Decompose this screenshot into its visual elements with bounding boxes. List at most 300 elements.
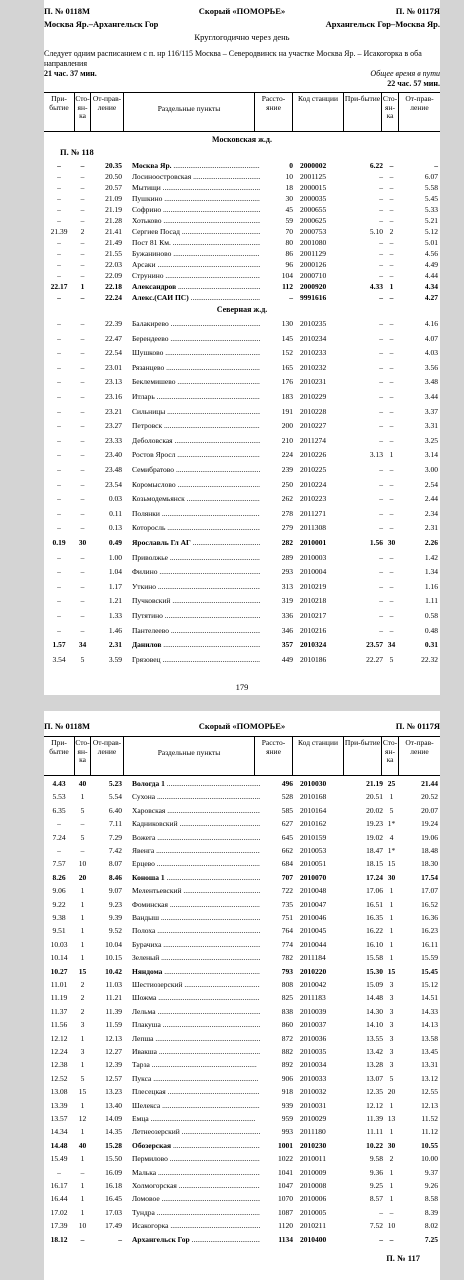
- cell-arrival-2: –: [379, 249, 383, 258]
- cell-departure: 1.17: [108, 581, 122, 591]
- cell-station: Рязанцево .....: [132, 362, 260, 373]
- cell-code: 2010228: [300, 406, 327, 416]
- cell-arrival: 7.24: [52, 832, 66, 842]
- cell-code: 2010032: [300, 1087, 327, 1097]
- cell-arrival: –: [57, 846, 61, 855]
- col-distance: Рассто-яние: [261, 94, 286, 112]
- cell-arrival: 10.27: [50, 966, 68, 976]
- cell-arrival-2: –: [379, 494, 383, 504]
- cell-arrival: 11.19: [50, 993, 68, 1003]
- cell-departure: 14.09: [105, 1114, 122, 1123]
- cell-departure: –: [118, 1234, 122, 1244]
- cell-departure-2: 1.42: [424, 552, 438, 562]
- cell-arrival-2: –: [379, 611, 383, 620]
- cell-distance: 838: [281, 1006, 293, 1016]
- cell-stop-2: –: [389, 377, 394, 387]
- cell-stop-2: –: [389, 271, 394, 280]
- table-row: [44, 1140, 440, 1151]
- table-row: [44, 966, 440, 977]
- cell-stop: 3: [80, 1020, 85, 1030]
- cell-arrival-2: –: [379, 183, 383, 192]
- cell-code: 2000710: [300, 271, 327, 280]
- col-stop: Сто-ян-ка: [75, 94, 90, 120]
- cell-distance: 191: [281, 406, 293, 416]
- cell-code: 2010046: [300, 913, 327, 922]
- cell-departure-2: 13.12: [421, 1073, 438, 1083]
- cell-stop: –: [80, 377, 85, 387]
- cell-distance: 152: [281, 348, 293, 358]
- table-row: [44, 391, 440, 402]
- cell-station: Вологда 1 .....: [132, 778, 260, 789]
- cell-station: Москва Яр. .....: [132, 160, 260, 171]
- cell-station: Тундра .....: [132, 1207, 260, 1218]
- cell-stop: –: [80, 450, 85, 460]
- cell-stop-2: –: [389, 465, 394, 474]
- cell-arrival-2: 7.52: [369, 1221, 383, 1231]
- cell-departure: 11.39: [105, 1006, 122, 1016]
- cell-station: Явенга .....: [132, 845, 260, 856]
- col-arrival: При-бытие: [49, 738, 69, 756]
- cell-stop-2: –: [389, 238, 394, 247]
- cell-code: 2011184: [300, 953, 326, 963]
- cell-code: 2010042: [300, 980, 327, 989]
- cell-code: 2010400: [300, 1234, 327, 1244]
- cell-distance: 1001: [278, 1140, 293, 1150]
- cell-station: Александров .....: [132, 281, 260, 292]
- cell-arrival: –: [57, 552, 61, 562]
- table-row: [44, 347, 440, 358]
- cell-stop: 5: [80, 832, 85, 842]
- cell-code: 2010035: [300, 1047, 327, 1056]
- cell-station: Шожма .....: [132, 992, 260, 1003]
- table-row: [44, 1033, 440, 1044]
- table-row: [44, 791, 440, 802]
- table-row: [44, 979, 440, 990]
- cell-code: 2010070: [300, 872, 327, 882]
- cell-distance: 793: [281, 966, 293, 976]
- cell-stop-2: 1*: [387, 846, 396, 855]
- cell-departure-2: 1.34: [424, 567, 438, 577]
- cell-stop-2: –: [389, 552, 394, 562]
- cell-station: Струнино .....: [132, 270, 260, 281]
- cell-departure: 1.33: [108, 611, 122, 620]
- cell-arrival-2: 14.48: [366, 993, 383, 1003]
- table-row: [44, 522, 440, 533]
- cell-departure-2: 8.39: [424, 1207, 438, 1217]
- cell-code: 2010227: [300, 421, 327, 431]
- cell-stop: –: [80, 625, 85, 635]
- cell-distance: 165: [281, 362, 293, 372]
- cell-distance: 1041: [278, 1167, 293, 1177]
- cell-stop: 2: [80, 980, 85, 989]
- col-code: Код станции: [298, 738, 338, 747]
- cell-stop: –: [80, 216, 85, 225]
- cell-station: Лосиноостровская .....: [132, 171, 260, 182]
- cell-arrival: 5.53: [52, 792, 66, 802]
- cell-departure: 23.01: [105, 362, 122, 372]
- table-row: [44, 160, 440, 171]
- cell-station: Коромыслово .....: [132, 479, 260, 490]
- cell-stop-2: 20: [387, 1087, 396, 1097]
- cell-stop-2: 2: [389, 227, 394, 236]
- table-row: [44, 193, 440, 204]
- cell-distance: 1022: [278, 1154, 293, 1164]
- cell-station: Лельма .....: [132, 1006, 260, 1017]
- table-row: [44, 1100, 440, 1111]
- table-row: [44, 270, 440, 281]
- cell-distance: 145: [281, 333, 293, 343]
- route-left: Москва Яр.–Архангельск Гор: [44, 19, 159, 29]
- cell-code: 2000002: [300, 161, 327, 170]
- cell-departure-2: 2.34: [424, 508, 438, 518]
- page-number: 179: [235, 682, 249, 692]
- table-row: [44, 318, 440, 329]
- cell-stop-2: –: [389, 260, 394, 269]
- cell-arrival-2: –: [379, 508, 383, 518]
- cell-arrival: –: [57, 625, 61, 635]
- cell-stop: 34: [78, 640, 87, 650]
- cell-stop-2: 30: [387, 1140, 396, 1150]
- cell-code: 2010186: [300, 654, 327, 664]
- train-right: П. № 0117Я: [395, 6, 440, 16]
- cell-code: 2010164: [300, 805, 327, 815]
- cell-distance: 707: [281, 872, 293, 882]
- table-row: [44, 566, 440, 577]
- section-north: Северная ж.д.: [216, 305, 268, 314]
- cell-stop-2: 1: [389, 1181, 394, 1190]
- cell-code: 2010048: [300, 886, 327, 896]
- cell-code: 2000035: [300, 194, 327, 203]
- cell-arrival-2: 3.13: [369, 450, 383, 460]
- cell-arrival-2: 1.56: [369, 538, 383, 547]
- cell-stop: –: [80, 172, 85, 181]
- cell-departure: 23.13: [105, 377, 122, 387]
- cell-station: Зеленый .....: [132, 952, 260, 963]
- cell-station: Мытищи .....: [132, 182, 260, 193]
- cell-departure-2: 1.11: [425, 596, 438, 606]
- cell-departure-2: 21.44: [421, 779, 438, 788]
- cell-departure-2: 13.31: [421, 1060, 438, 1070]
- cell-arrival: –: [57, 293, 61, 302]
- table-row: [44, 420, 440, 431]
- cell-arrival: –: [57, 260, 61, 269]
- cell-code: 2010005: [300, 1207, 327, 1217]
- cell-station: Ломовое .....: [132, 1193, 260, 1204]
- cell-departure: 10.04: [105, 939, 122, 949]
- cell-distance: 939: [281, 1100, 293, 1110]
- page-header-2: [44, 721, 440, 732]
- table-row: [44, 832, 440, 843]
- cell-station: Филино .....: [132, 566, 260, 577]
- cell-arrival: 13.39: [50, 1100, 68, 1110]
- cell-stop-2: 1: [389, 913, 394, 922]
- route-header: [44, 19, 440, 30]
- cell-stop: 5: [80, 654, 85, 664]
- cell-station: Тарза .....: [132, 1059, 260, 1070]
- cell-stop: –: [80, 819, 85, 829]
- cell-departure: 15.50: [105, 1154, 122, 1164]
- cell-station: Шелекса .....: [132, 1100, 260, 1111]
- cell-stop-2: 30: [387, 872, 396, 882]
- cell-station: Петровск .....: [132, 420, 260, 431]
- cell-code: 2010224: [300, 479, 327, 489]
- cell-arrival-2: 18.47: [366, 846, 383, 855]
- cell-departure-2: –: [434, 161, 438, 170]
- cell-arrival: –: [57, 494, 61, 504]
- cell-departure-2: 6.07: [424, 172, 438, 181]
- table-row: [44, 215, 440, 226]
- cell-code: 2010324: [300, 640, 327, 650]
- cell-arrival: –: [57, 421, 61, 431]
- cell-code: 2011274: [300, 435, 326, 445]
- cell-code: 9991616: [300, 293, 327, 302]
- cell-arrival-2: 13.07: [366, 1073, 383, 1083]
- cell-arrival: 6.35: [52, 805, 66, 815]
- cell-departure-2: 0.31: [424, 640, 438, 650]
- cell-arrival: 11.37: [50, 1006, 68, 1016]
- cell-departure: 8.07: [108, 859, 122, 869]
- cell-station: Приволжье .....: [132, 552, 260, 563]
- cell-arrival: –: [57, 596, 61, 606]
- cell-stop-2: –: [389, 611, 394, 620]
- cell-code: 2010009: [300, 1167, 327, 1177]
- cell-arrival-2: –: [379, 1234, 383, 1244]
- cell-departure: 9.39: [108, 913, 122, 922]
- col-distance: Рассто-яние: [261, 738, 286, 756]
- cell-arrival: –: [57, 348, 61, 358]
- cell-arrival: –: [57, 319, 61, 328]
- cell-departure: 0.13: [108, 523, 122, 533]
- cell-stop-2: 1*: [387, 819, 396, 829]
- table-row: [44, 1006, 440, 1017]
- cell-departure-2: 19.24: [421, 819, 438, 829]
- cell-code: 2001125: [300, 172, 326, 181]
- travel-time-right: 22 час. 57 мин.: [387, 79, 440, 88]
- cell-station: Архангельск Гор .....: [132, 1234, 260, 1245]
- cell-departure-2: 3.31: [424, 421, 438, 431]
- cell-stop-2: –: [389, 625, 394, 635]
- cell-arrival-2: 17.24: [366, 872, 383, 882]
- cell-departure-2: 3.14: [424, 450, 438, 460]
- cell-distance: 130: [281, 319, 293, 328]
- cell-station: Фоминская .....: [132, 899, 260, 910]
- cell-stop: –: [80, 479, 85, 489]
- cell-arrival: 15.49: [50, 1154, 68, 1164]
- cell-departure-2: 5.21: [424, 216, 438, 225]
- cell-departure: 22.18: [105, 282, 122, 291]
- cell-arrival: –: [57, 611, 61, 620]
- cell-station: Семибратово .....: [132, 464, 260, 475]
- cell-stop-2: –: [389, 581, 394, 591]
- cell-arrival: –: [57, 249, 61, 258]
- cell-arrival-2: 11.11: [366, 1127, 383, 1137]
- cell-stop-2: 3: [389, 1047, 394, 1056]
- cell-code: 2010216: [300, 625, 327, 635]
- cell-code: 2010235: [300, 319, 327, 328]
- cell-arrival-2: 5.10: [369, 227, 383, 236]
- cell-departure-2: 7.25: [424, 1234, 438, 1244]
- cell-code: 2011183: [300, 993, 326, 1003]
- cell-stop-2: –: [389, 194, 394, 203]
- cell-departure: 7.11: [109, 819, 122, 829]
- cell-departure: 0.49: [108, 538, 122, 547]
- cell-departure-2: 4.44: [424, 271, 438, 280]
- cell-departure-2: 4.34: [424, 282, 438, 291]
- table-row: [44, 805, 440, 816]
- table-row: [44, 182, 440, 193]
- cell-arrival: 18.12: [50, 1234, 68, 1244]
- cell-distance: 239: [281, 465, 293, 474]
- cell-arrival-2: –: [379, 362, 383, 372]
- cell-arrival-2: –: [379, 238, 383, 247]
- cell-code: 2010220: [300, 966, 327, 976]
- cell-stop: –: [80, 581, 85, 591]
- col-departure-2: От-прав-ление: [405, 738, 434, 756]
- cell-arrival: –: [57, 479, 61, 489]
- cell-departure-2: 3.56: [424, 362, 438, 372]
- cell-departure: 23.16: [105, 392, 122, 401]
- cell-distance: 336: [281, 611, 293, 620]
- cell-stop: –: [80, 249, 85, 258]
- table-row: [44, 939, 440, 950]
- cell-station: Балакирево .....: [132, 318, 260, 329]
- cell-arrival-2: 13.42: [366, 1047, 383, 1056]
- cell-stop-2: –: [389, 421, 394, 431]
- cell-code: 2010037: [300, 1020, 327, 1030]
- cell-stop: 5: [80, 805, 85, 815]
- cell-departure-2: 15.45: [421, 966, 438, 976]
- cell-stop-2: –: [389, 319, 394, 328]
- cell-departure-2: 3.44: [424, 392, 438, 401]
- cell-arrival-2: 16.35: [366, 913, 383, 922]
- cell-stop-2: 1: [389, 792, 394, 802]
- table-row: [44, 625, 440, 636]
- cell-distance: 585: [281, 805, 293, 815]
- cell-code: 2010225: [300, 465, 327, 474]
- cell-station: Лепша .....: [132, 1033, 260, 1044]
- cell-departure-2: 2.54: [424, 479, 438, 489]
- cell-code: 2010034: [300, 1060, 327, 1070]
- cell-departure-2: 0.58: [424, 611, 438, 620]
- cell-stop: 12: [78, 1114, 87, 1123]
- cell-distance: 289: [281, 552, 293, 562]
- table-row: [44, 912, 440, 923]
- cell-stop: 1: [80, 1194, 85, 1204]
- train-left: П. № 0118М: [44, 6, 91, 16]
- cell-departure-2: 13.58: [421, 1033, 438, 1043]
- cell-stop: 20: [78, 872, 87, 882]
- cell-stop-2: 3: [389, 1033, 394, 1043]
- cell-arrival: 14.34: [50, 1127, 68, 1137]
- cell-departure: 8.46: [108, 872, 122, 882]
- cell-departure: 12.57: [105, 1073, 122, 1083]
- cell-arrival-2: –: [379, 260, 383, 269]
- cell-arrival-2: 8.57: [369, 1194, 383, 1204]
- cell-departure-2: 11.52: [421, 1114, 438, 1123]
- cell-arrival-2: 12.35: [366, 1087, 383, 1097]
- cell-departure: 6.40: [108, 805, 122, 815]
- cell-stop-2: 25: [387, 779, 396, 788]
- cell-distance: 906: [281, 1073, 293, 1083]
- cell-departure: 1.46: [108, 625, 122, 635]
- cell-arrival: 16.44: [50, 1194, 68, 1204]
- cell-departure-2: 19.06: [421, 832, 438, 842]
- cell-stop: –: [80, 362, 85, 372]
- cell-departure: 22.24: [105, 293, 122, 302]
- cell-arrival: –: [57, 205, 61, 214]
- cell-arrival-2: 21.19: [366, 779, 383, 788]
- cell-arrival-2: –: [379, 348, 383, 358]
- cell-arrival: –: [57, 216, 61, 225]
- cell-code: 2010162: [300, 819, 327, 829]
- cell-distance: 313: [281, 581, 293, 591]
- cell-station: Пантелеево .....: [132, 625, 260, 636]
- cell-arrival: 13.57: [50, 1114, 68, 1123]
- table-row: [44, 237, 440, 248]
- cell-departure: 9.23: [108, 899, 122, 909]
- cell-departure: 15.28: [105, 1140, 122, 1150]
- cell-stop-2: 5: [389, 654, 394, 664]
- cell-arrival-2: 9.25: [369, 1181, 383, 1190]
- cell-arrival: 8.26: [52, 872, 66, 882]
- cell-code: 2010045: [300, 926, 327, 936]
- cell-stop-2: 1: [389, 899, 394, 909]
- cell-arrival: 13.08: [50, 1087, 68, 1097]
- cell-stop: 2: [80, 993, 85, 1003]
- cell-arrival: 10.03: [50, 939, 68, 949]
- cell-stop: –: [80, 205, 85, 214]
- table-row: [44, 508, 440, 519]
- cell-arrival: –: [57, 581, 61, 591]
- cell-departure: 12.13: [105, 1033, 122, 1043]
- cell-departure: 11.21: [105, 993, 122, 1003]
- cell-departure-2: 12.13: [421, 1100, 438, 1110]
- cell-departure-2: 18.48: [421, 846, 438, 855]
- cell-distance: 1047: [278, 1181, 293, 1190]
- cell-distance: 1087: [278, 1207, 293, 1217]
- cell-code: 2010168: [300, 792, 327, 802]
- cell-distance: 528: [281, 792, 293, 802]
- cell-station: Холмогорская .....: [132, 1180, 260, 1191]
- table-row: [44, 479, 440, 490]
- cell-distance: 45: [285, 205, 293, 214]
- cell-arrival-2: –: [379, 465, 383, 474]
- cell-arrival-2: –: [379, 479, 383, 489]
- cell-code: 2000655: [300, 205, 327, 214]
- cell-arrival-2: 16.51: [366, 899, 383, 909]
- cell-distance: 959: [281, 1114, 293, 1123]
- cell-stop-2: 5: [389, 1073, 394, 1083]
- cell-station: Пермилово .....: [132, 1153, 260, 1164]
- cell-arrival: –: [57, 238, 61, 247]
- cell-code: 2010033: [300, 1073, 327, 1083]
- cell-station: Сильницы .....: [132, 406, 260, 417]
- cell-departure-2: 10.55: [421, 1140, 438, 1150]
- cell-stop: –: [80, 1167, 85, 1177]
- cell-arrival: –: [57, 508, 61, 518]
- cell-departure-2: 4.56: [424, 249, 438, 258]
- cell-distance: 250: [281, 479, 293, 489]
- cell-distance: 70: [285, 227, 293, 236]
- cell-departure-2: 15.12: [421, 980, 438, 989]
- cell-distance: 279: [281, 523, 293, 533]
- cell-code: 2010223: [300, 494, 327, 504]
- cell-arrival-2: 14.10: [366, 1020, 383, 1030]
- table-row: [44, 537, 440, 548]
- cell-station: Мелентьевский .....: [132, 885, 260, 896]
- cell-distance: 627: [281, 819, 293, 829]
- cell-code: 2000625: [300, 216, 327, 225]
